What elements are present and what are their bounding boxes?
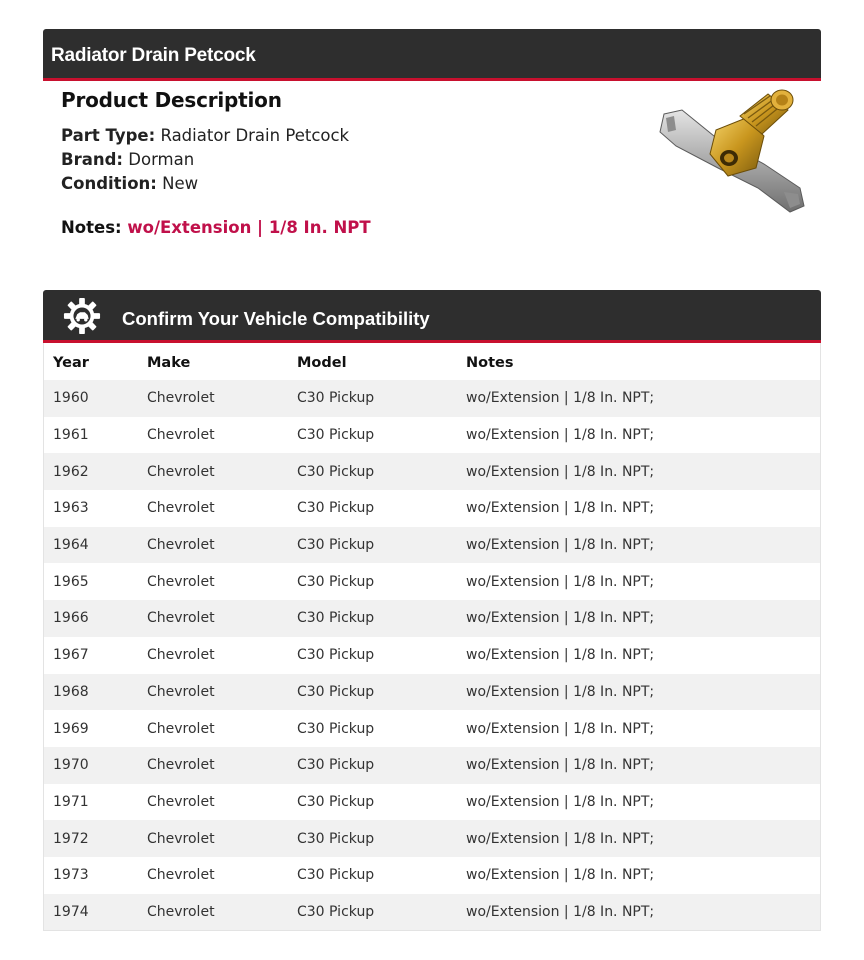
cell-year: 1960 <box>53 390 89 407</box>
notes <box>61 218 621 237</box>
cell-make: Chevrolet <box>147 720 215 737</box>
table-row <box>44 674 820 711</box>
cell-notes: wo/Extension | 1/8 In. NPT; <box>466 537 655 554</box>
cell-notes: wo/Extension | 1/8 In. NPT; <box>466 390 655 407</box>
cell-model: C30 Pickup <box>297 390 375 407</box>
cell-year: 1962 <box>53 463 89 480</box>
table-row <box>44 563 820 600</box>
compatibility-table-wrap <box>43 343 821 931</box>
table-row <box>44 894 820 931</box>
cell-notes: wo/Extension | 1/8 In. NPT; <box>466 647 655 664</box>
cell-make: Chevrolet <box>147 647 215 664</box>
spec-value: New <box>162 174 199 193</box>
cell-year: 1965 <box>53 573 89 590</box>
cell-make: Chevrolet <box>147 793 215 810</box>
cell-make: Chevrolet <box>147 683 215 700</box>
cell-notes: wo/Extension | 1/8 In. NPT; <box>466 830 655 847</box>
cell-notes: wo/Extension | 1/8 In. NPT; <box>466 610 655 627</box>
cell-model: C30 Pickup <box>297 683 375 700</box>
notes-label: Notes: <box>61 218 122 237</box>
cell-make: Chevrolet <box>147 757 215 774</box>
cell-make: Chevrolet <box>147 500 215 517</box>
cell-make: Chevrolet <box>147 573 215 590</box>
compatibility-table <box>44 343 820 930</box>
spec-brand <box>61 148 621 172</box>
spec-label: Brand: <box>61 150 124 169</box>
cell-notes: wo/Extension | 1/8 In. NPT; <box>466 463 655 480</box>
cell-model: C30 Pickup <box>297 720 375 737</box>
cell-notes: wo/Extension | 1/8 In. NPT; <box>466 573 655 590</box>
cell-model: C30 Pickup <box>297 427 375 444</box>
cell-make: Chevrolet <box>147 867 215 884</box>
cell-model: C30 Pickup <box>297 903 375 920</box>
spec-label: Part Type: <box>61 126 156 145</box>
table-row <box>44 380 820 417</box>
table-row <box>44 600 820 637</box>
table-row <box>44 820 820 857</box>
table-header-row <box>44 343 820 380</box>
spec-condition <box>61 172 621 196</box>
product-image <box>652 84 816 220</box>
cell-make: Chevrolet <box>147 830 215 847</box>
spec-value: Dorman <box>128 150 195 169</box>
cell-notes: wo/Extension | 1/8 In. NPT; <box>466 720 655 737</box>
cell-model: C30 Pickup <box>297 537 375 554</box>
table-row <box>44 527 820 564</box>
product-description <box>61 88 621 237</box>
table-row <box>44 710 820 747</box>
spec-list <box>61 124 621 196</box>
cell-year: 1970 <box>53 757 89 774</box>
column-header-model: Model <box>297 354 347 371</box>
spec-value: Radiator Drain Petcock <box>160 126 350 145</box>
cell-notes: wo/Extension | 1/8 In. NPT; <box>466 500 655 517</box>
cell-model: C30 Pickup <box>297 647 375 664</box>
cell-model: C30 Pickup <box>297 757 375 774</box>
cell-year: 1974 <box>53 903 89 920</box>
cell-make: Chevrolet <box>147 390 215 407</box>
cell-year: 1968 <box>53 683 89 700</box>
cell-year: 1961 <box>53 427 89 444</box>
table-row <box>44 857 820 894</box>
spec-part-type <box>61 124 621 148</box>
spec-label: Condition: <box>61 174 157 193</box>
cell-notes: wo/Extension | 1/8 In. NPT; <box>466 427 655 444</box>
column-header-notes: Notes <box>466 354 514 371</box>
notes-value: wo/Extension | 1/8 In. NPT <box>127 218 371 237</box>
table-row <box>44 784 820 821</box>
column-header-year: Year <box>53 354 89 371</box>
cell-year: 1967 <box>53 647 89 664</box>
cell-make: Chevrolet <box>147 903 215 920</box>
cell-notes: wo/Extension | 1/8 In. NPT; <box>466 683 655 700</box>
cell-year: 1969 <box>53 720 89 737</box>
cell-model: C30 Pickup <box>297 793 375 810</box>
cell-year: 1972 <box>53 830 89 847</box>
compatibility-bar <box>43 290 821 343</box>
compatibility-title: Confirm Your Vehicle Compatibility <box>122 308 430 329</box>
cell-year: 1971 <box>53 793 89 810</box>
cell-model: C30 Pickup <box>297 463 375 480</box>
table-body <box>44 380 820 930</box>
cell-year: 1966 <box>53 610 89 627</box>
cell-year: 1964 <box>53 537 89 554</box>
gear-car-icon <box>63 297 101 335</box>
column-header-make: Make <box>147 354 191 371</box>
cell-model: C30 Pickup <box>297 867 375 884</box>
cell-model: C30 Pickup <box>297 573 375 590</box>
description-heading: Product Description <box>61 88 282 112</box>
cell-year: 1963 <box>53 500 89 517</box>
cell-model: C30 Pickup <box>297 610 375 627</box>
cell-model: C30 Pickup <box>297 500 375 517</box>
cell-model: C30 Pickup <box>297 830 375 847</box>
table-row <box>44 637 820 674</box>
cell-make: Chevrolet <box>147 610 215 627</box>
cell-notes: wo/Extension | 1/8 In. NPT; <box>466 793 655 810</box>
title-bar <box>43 29 821 81</box>
cell-make: Chevrolet <box>147 463 215 480</box>
cell-make: Chevrolet <box>147 537 215 554</box>
table-row <box>44 417 820 454</box>
cell-make: Chevrolet <box>147 427 215 444</box>
table-row <box>44 490 820 527</box>
cell-notes: wo/Extension | 1/8 In. NPT; <box>466 903 655 920</box>
cell-year: 1973 <box>53 867 89 884</box>
table-row <box>44 747 820 784</box>
cell-notes: wo/Extension | 1/8 In. NPT; <box>466 867 655 884</box>
product-title: Radiator Drain Petcock <box>51 45 256 66</box>
cell-notes: wo/Extension | 1/8 In. NPT; <box>466 757 655 774</box>
table-row <box>44 453 820 490</box>
